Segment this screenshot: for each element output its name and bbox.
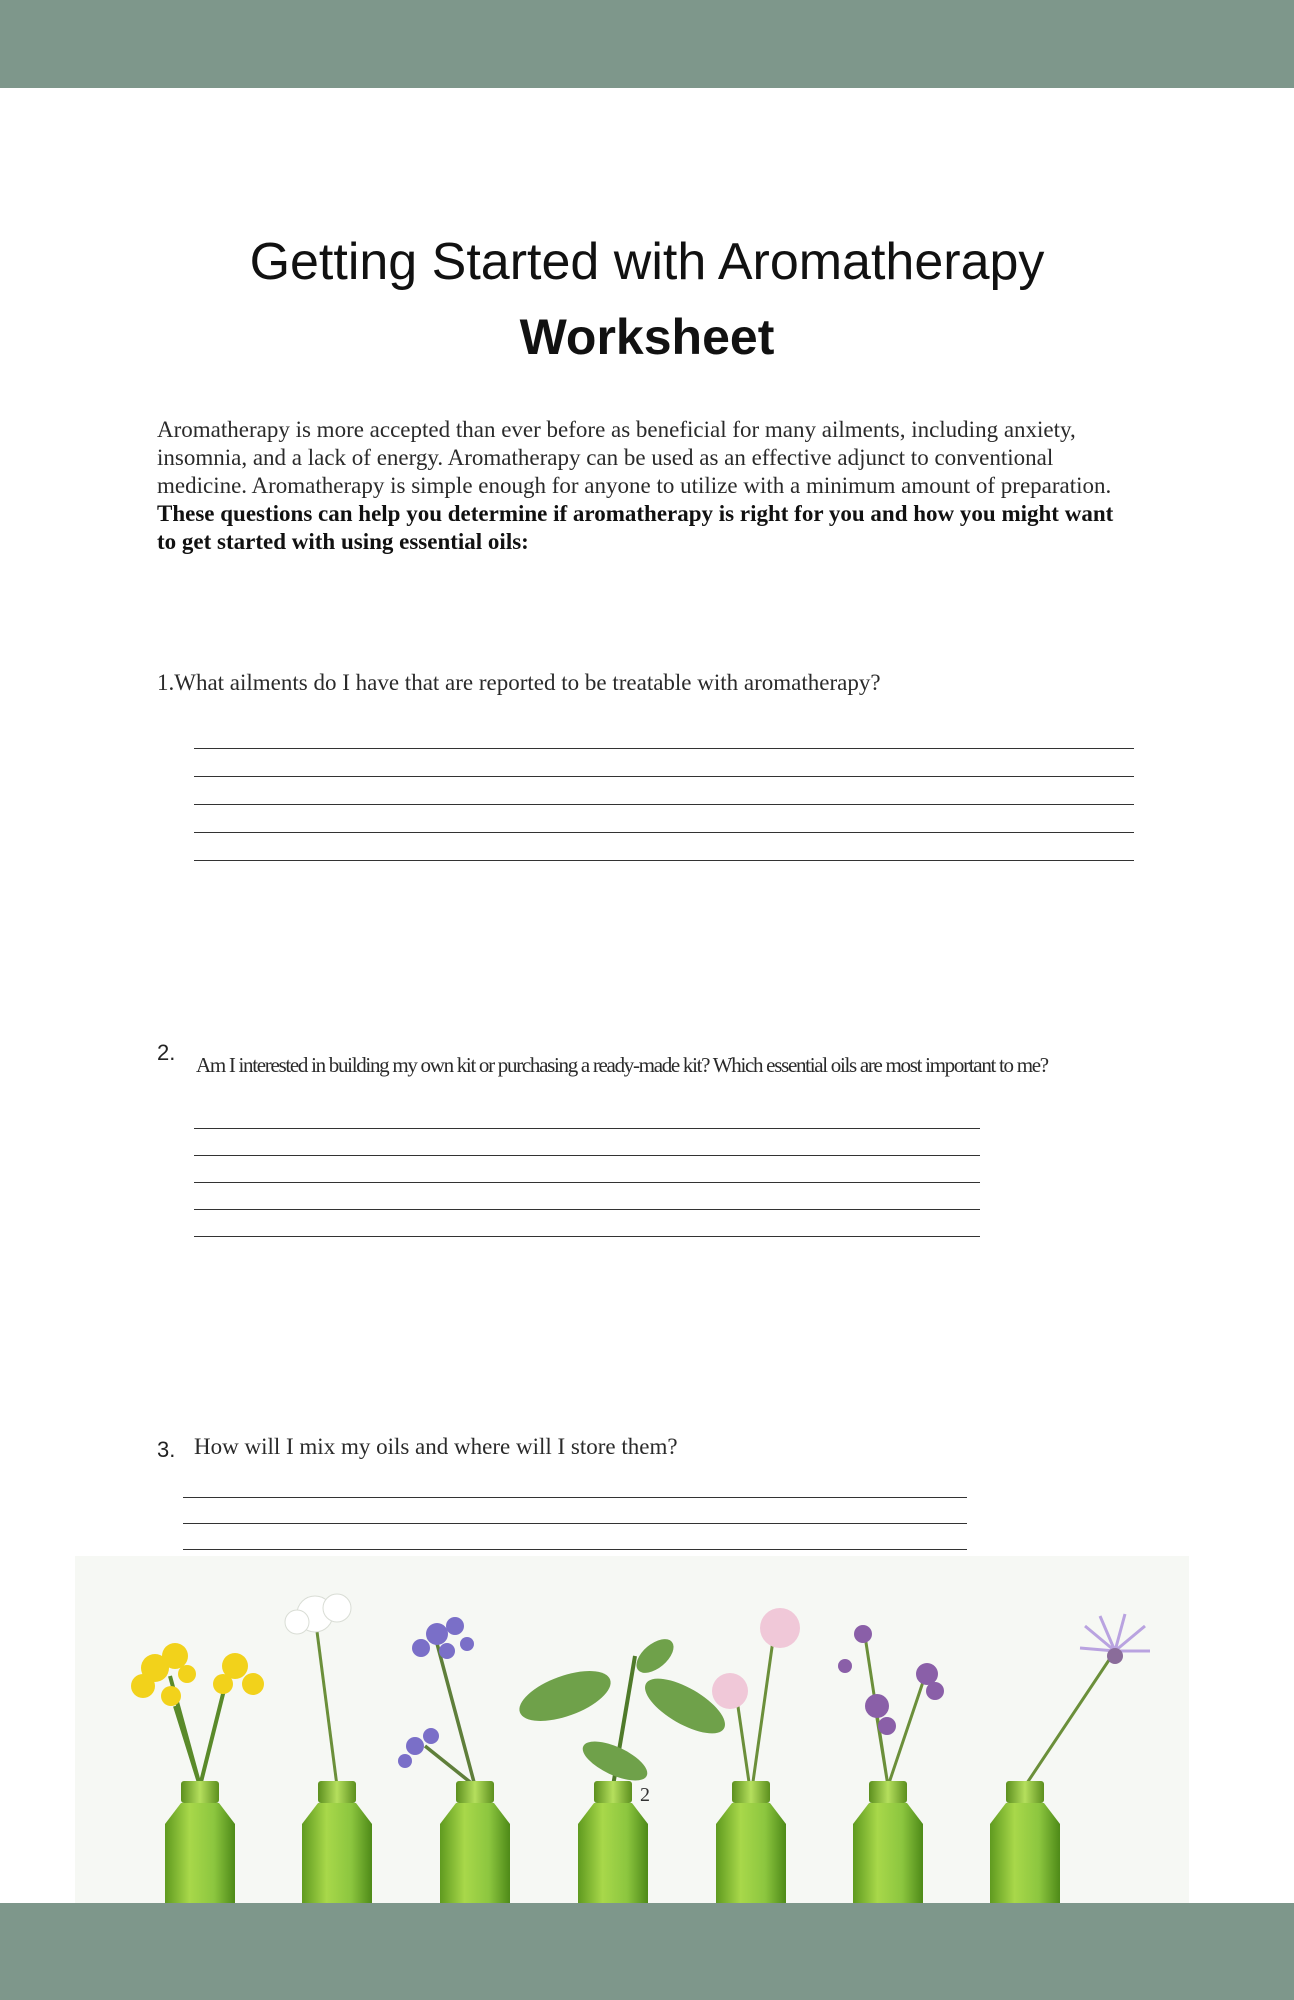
answer-line-1-1[interactable] [194, 748, 1134, 749]
page-number: 2 [640, 1784, 650, 1806]
flower-bottles-photo [75, 1556, 1189, 1903]
answer-line-2-2[interactable] [194, 1155, 980, 1156]
answer-line-2-3[interactable] [194, 1182, 980, 1183]
answer-line-1-5[interactable] [194, 860, 1134, 861]
question-1 [157, 670, 881, 696]
page-subtitle: Worksheet [519, 309, 775, 365]
question-2-text: Am I interested in building my own kit or purchasing a ready-made kit? Which essential oils are most important to me? [196, 1053, 1048, 1077]
answer-line-3-1[interactable] [183, 1497, 967, 1498]
answer-line-2-5[interactable] [194, 1236, 980, 1237]
answer-line-3-3[interactable] [183, 1549, 967, 1550]
answer-line-1-3[interactable] [194, 804, 1134, 805]
answer-line-1-2[interactable] [194, 776, 1134, 777]
top-color-band [0, 0, 1294, 88]
bottom-color-band [0, 1903, 1294, 2000]
answer-line-2-1[interactable] [194, 1128, 980, 1129]
question-3-text: How will I mix my oils and where will I store them? [194, 1434, 678, 1459]
question-1-number: 1. [157, 670, 175, 695]
question-1-text: What ailments do I have that are reported to be treatable with aromatherapy? [174, 670, 881, 695]
answer-line-3-2[interactable] [183, 1523, 967, 1524]
answer-line-2-4[interactable] [194, 1209, 980, 1210]
question-3-number: 3. [157, 1437, 176, 1462]
question-2-number: 2. [157, 1040, 176, 1065]
intro-bold-instruction: These questions can help you determine if aromatherapy is right for you and how you might want to get started with using essential oils: [157, 501, 1114, 554]
page-title: Getting Started with Aromatherapy [249, 233, 1045, 291]
answer-line-1-4[interactable] [194, 832, 1134, 833]
intro-paragraph: Aromatherapy is more accepted than ever before as beneficial for many ailments, including anxiety, insomnia, and a lack of energy. Aromatherapy can be used as an effective adjunct to conventional medicine. Aromatherapy is simple enough for anyone to utilize with a minimum amount of preparation. [157, 417, 1112, 498]
intro-text [157, 416, 1117, 556]
